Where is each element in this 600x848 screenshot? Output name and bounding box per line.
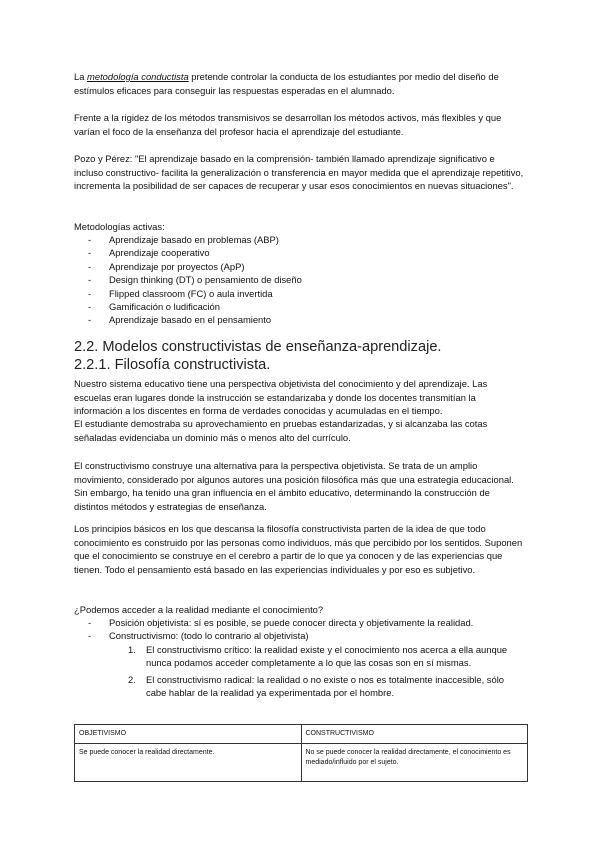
paragraph-student-performance: El estudiante demostraba su aprovechamiento en pruebas estandarizadas, y si alcanzaba las cotas señaladas evidenciaba un dominio más o menos alto del currículo. <box>74 418 488 443</box>
comparison-table <box>74 724 528 782</box>
list-item-text: El constructivismo radical: la realidad o no existe o nos es totalmente inaccesible, sólo cabe hablar de la realidad ya experimentada por el hombre. <box>146 673 504 699</box>
paragraph-constructivism-alternative: El constructivismo construye una alternativa para la perspectiva objetivista. Se trata de un amplio movimiento, considerado por algunos autores una posición filosófica más que una estrategia educacional. Sin embargo, ha tenido una gran influencia en el ámbito educativo, determinando la construcción de distintos métodos y estrategias de enseñanza. <box>74 460 514 512</box>
paragraph-text: pretende controlar la conducta de los estudiantes por medio del diseño de estímulos eficaces para conseguir las respuestas esperadas en el alumnado. <box>74 71 499 96</box>
table-header-cell: CONSTRUCTIVISMO <box>301 725 528 744</box>
list-number: 1. <box>128 644 136 655</box>
paragraph-conductista <box>74 70 526 97</box>
positions-list <box>88 616 528 643</box>
list-item <box>88 260 528 273</box>
list-item-text: Posición objetivista: sí es posible, se puede conocer directa y objetivamente la realidad. <box>109 617 474 628</box>
list-dash: - <box>88 301 92 313</box>
section-heading-2-2: 2.2. Modelos constructivistas de enseñanza-aprendizaje. <box>74 339 442 355</box>
list-item-text: Aprendizaje basado en el pensamiento <box>109 314 272 326</box>
paragraph-objectivist-system: Nuestro sistema educativo tiene una perspectiva objetivista del conocimiento y del aprendizaje. Las escuelas eran lugares donde la instrucción se estandarizaba y donde los docentes transmitían la información a los discentes en forma de verdades conocidas y acumuladas en el tiempo. <box>74 378 488 417</box>
list-item <box>88 616 528 629</box>
list-item-text: Flipped classroom (FC) o aula invertida <box>109 287 273 299</box>
list-item <box>88 287 528 300</box>
constructivism-types-list <box>128 643 524 703</box>
list-item-text: Aprendizaje basado en problemas (ABP) <box>109 234 279 245</box>
list-dash: - <box>88 630 92 642</box>
paragraph-basic-principles: Los principios básicos en los que descansa la filosofía constructivista parten de la idea de que todo conocimiento es construido por las personas como individuos, más que percibido por los sentidos. Suponen que el conocimiento se construye en el cerebro a partir de lo que ya conocen y de las experiencias que tienen. Todo el pensamiento está basado en las experiencias individuales y por eso es subjetivo. <box>74 523 523 575</box>
list-number: 2. <box>128 673 136 685</box>
list-item <box>88 629 528 642</box>
list-item-text: Aprendizaje cooperativo <box>109 247 210 259</box>
list-item-text: Constructivismo: (todo lo contrario al objetivista) <box>109 630 309 642</box>
list-item <box>88 273 528 286</box>
list-dash: - <box>88 287 92 299</box>
list-item <box>128 643 524 670</box>
list-dash: - <box>88 234 92 245</box>
list-dash: - <box>88 247 92 259</box>
table-header-row <box>75 725 528 744</box>
active-methods-list <box>88 233 528 327</box>
table-header-cell: OBJETIVISMO <box>75 725 302 744</box>
list-dash: - <box>88 274 92 286</box>
list-dash: - <box>88 617 92 628</box>
table-cell: No se puede conocer la realidad directamente, el conocimiento es mediado/influido por el sujeto. <box>301 744 528 782</box>
list-item <box>88 313 528 326</box>
table-row <box>75 744 528 782</box>
list-item-text: Gamificación o ludificación <box>109 301 220 313</box>
list-item-text: Aprendizaje por proyectos (ApP) <box>109 260 245 272</box>
paragraph-text: La <box>74 71 88 82</box>
active-methods-title: Metodologías activas: <box>74 221 165 232</box>
list-item <box>128 673 524 700</box>
list-dash: - <box>88 314 92 326</box>
paragraph-active-methods: Frente a la rigidez de los métodos transmisivos se desarrollan los métodos activos, más flexibles y que varían el foco de la enseñanza del profesor hacia el aprendizaje del estudiante. <box>74 112 502 137</box>
list-item-text: El constructivismo crítico: la realidad existe y el conocimiento nos acerca a ella aunque nunca podamos acceder completamente a lo que las cosas son en sí mismas. <box>146 644 508 669</box>
underlined-term: metodología conductista <box>87 71 189 82</box>
section-heading-2-2-1: 2.2.1. Filosofía constructivista. <box>74 357 271 373</box>
list-item <box>88 233 528 246</box>
list-dash: - <box>88 260 92 272</box>
list-item <box>88 246 528 259</box>
paragraph-pozo-perez-quote: Pozo y Pérez: "El aprendizaje basado en la comprensión- también llamado aprendizaje significativo e incluso constructivo- facilita la generalización o transferencia en mayor medida que el aprendizaje repetitivo, incrementa la posibilidad de ser capaces de recuperar y usar esos conocimientos en nuevas situaciones". <box>74 153 524 192</box>
list-item <box>88 300 528 313</box>
question-heading: ¿Podemos acceder a la realidad mediante el conocimiento? <box>74 604 324 615</box>
list-item-text: Design thinking (DT) o pensamiento de diseño <box>109 274 302 286</box>
table-cell: Se puede conocer la realidad directamente. <box>75 744 302 782</box>
